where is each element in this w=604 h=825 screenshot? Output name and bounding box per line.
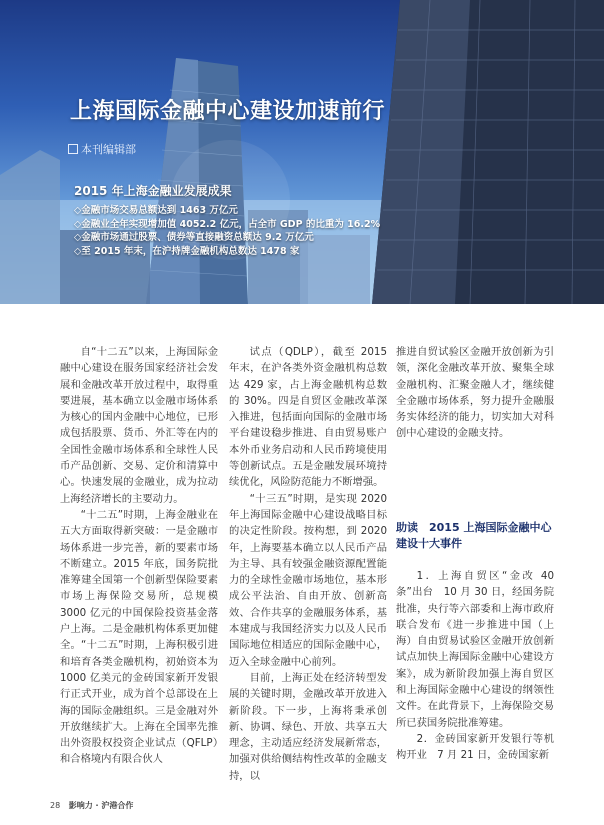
event-item: 2．金砖国家新开发银行等机构开业 7 月 21 日，金砖国家新 — [396, 732, 554, 762]
article-author — [68, 141, 136, 157]
paragraph: 试点（QDLP），截至 2015 年末，在沪各类外资金融机构总数达 429 家，占上海金融机构总数的 30%。四是自贸区金融改革深入推进，包括面向国际的金融市场平台建设稳步推进、自由贸易账户本外币业务启动和人民币跨境使用等创新试点。五是金融发展环境持续优化，风险防范能力不断增强。 — [229, 346, 387, 489]
author-label: 本刊编辑部 — [81, 143, 136, 156]
page-number: 28 — [50, 801, 61, 810]
body-column-2 — [229, 344, 387, 784]
sidebar-events — [396, 568, 554, 764]
square-icon — [68, 144, 78, 154]
article-title: 上海国际金融中心建设加速前行 — [70, 99, 386, 124]
body-column-3 — [396, 344, 554, 442]
fact-item: ◇金融市场交易总额达到 1463 万亿元 — [74, 205, 238, 216]
hero-banner — [0, 0, 604, 304]
paragraph: 目前，上海正处在经济转型发展的关键时期，金融改革开放进入新阶段。下一步，上海将秉承创新、协调、绿色、开放、共享五大理念，主动适应经济发展新常态，加强对供给侧结构性改革的金融支持，以 — [229, 671, 387, 782]
body-column-1 — [60, 344, 218, 768]
magazine-name: 影响力 · 沪港合作 — [68, 801, 134, 810]
fact-item: ◇金融市场通过股票、债券等直接融资总额达 9.2 万亿元 — [74, 232, 314, 243]
fact-item: ◇金融业全年实现增加值 4052.2 亿元，占全市 GDP 的比重为 16.2% — [74, 218, 381, 230]
paragraph: “十二五”时期，上海金融业在五大方面取得新突破：一是金融市场体系进一步完善，新的要素市场不断建立。2015 年底，国务院批准筹建全国第一个创新型保险要素市场上海保险交易所，总规模 3000 亿元的中国保险投资基金落户上海。二是金融机构体系更加健全。“十二五”时期，上海积极引进和培育各类金融机构，初始资本为 1000 亿美元的金砖国家新开发银行正式开业，成为首个总部设在上海的国际金融组织。三是金融对外开放继续扩大。上海在全国率先推出外资股权投资企业试点（QFLP）和合格境内有限合伙人 — [60, 508, 218, 766]
sidebar-title: 助读 2015 上海国际金融中心建设十大事件 — [396, 521, 552, 550]
event-item: 1．上海自贸区“金改 40 条”出台 10 月 30 日，经国务院批准，央行等六部委和上海市政府联合发布《进一步推进中国（上海）自由贸易试验区金融开放创新试点加快上海国际金融中心建设方案》，成为新阶段加强上海自贸区和上海国际金融中心建设的纲领性文件。在此背景下，上海保险交易所已获国务院批准筹建。 — [396, 570, 554, 729]
facts-title: 2015 年上海金融业发展成果 — [74, 184, 232, 198]
paragraph: “十三五”时期，是实现 2020 年上海国际金融中心建设战略目标的决定性阶段。按构想，到 2020 年，上海要基本确立以人民币产品为主导、具有较强金融资源配置能力的全球性金融市场地位，基本形成公平法治、自由开放、创新高效、合作共享的金融服务体系，基本建成与我国经济实力以及人民币国际地位相适应的国际金融中心，迈入全球金融中心前列。 — [229, 492, 387, 668]
paragraph: 自“十二五”以来，上海国际金融中心建设在服务国家经济社会发展和金融改革开放过程中，取得重要进展，基本确立以金融市场体系为核心的国内金融中心地位，已形成包括股票、货币、外汇等在内的全国性金融市场体系和全球性人民币产品创新、交易、定价和清算中心。快速发展的金融业，成为拉动上海经济增长的主要动力。 — [60, 346, 218, 505]
facts-box — [74, 182, 404, 258]
page-footer — [50, 800, 133, 811]
paragraph: 推进自贸试验区金融开放创新为引领，深化金融改革开放、聚集全球金融机构、汇聚金融人才，继续健全金融市场体系，努力提升金融服务实体经济的能力，切实加大对科创中心建设的金融支持。 — [396, 346, 554, 440]
fact-item: ◇至 2015 年末，在沪持牌金融机构总数达 1478 家 — [74, 245, 300, 257]
